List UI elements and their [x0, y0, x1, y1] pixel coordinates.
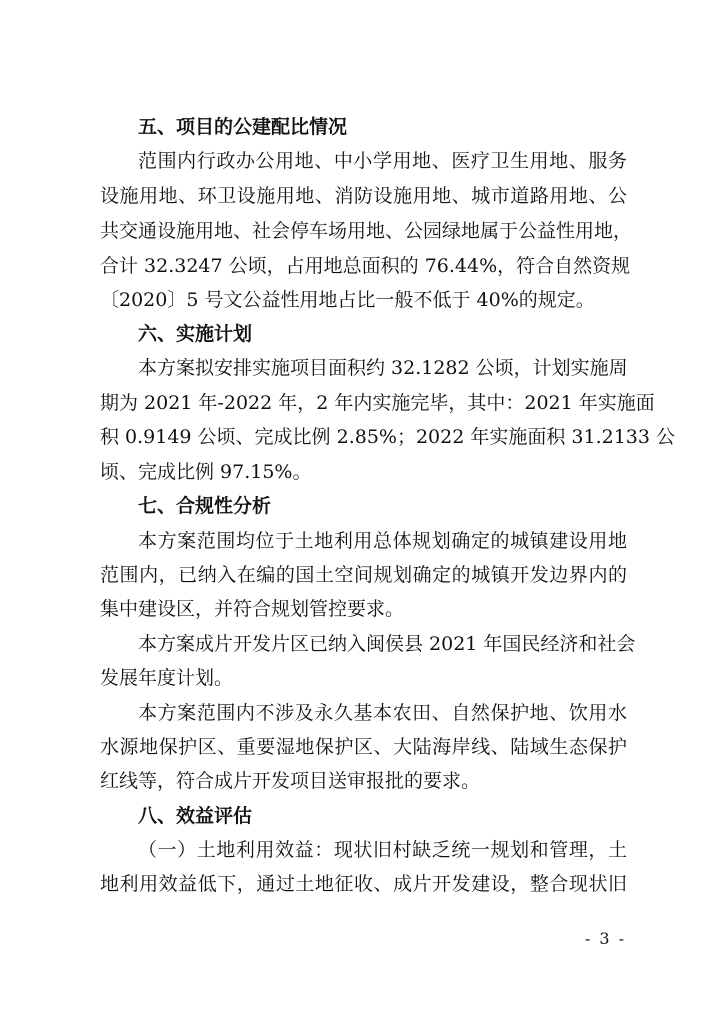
text-line: 〔2020〕5 号文公益性用地占比一般不低于 40%的规定。 [100, 289, 595, 311]
text-line: 水源地保护区、重要湿地保护区、大陆海岸线、陆域生态保护 [100, 736, 627, 758]
text-line: 积 0.9149 公顷、完成比例 2.85%；2022 年实施面积 31.2133 公 [100, 426, 676, 448]
page-number: - 3 - [584, 929, 626, 948]
section-heading-7: 七、合规性分析 [138, 495, 272, 517]
text-line: 集中建设区，并符合规划管控要求。 [100, 598, 405, 620]
section-heading-6: 六、实施计划 [138, 323, 253, 345]
text-line: 地利用效益低下，通过土地征收、成片开发建设，整合现状旧 [100, 873, 627, 895]
text-line: 范围内行政办公用地、中小学用地、医疗卫生用地、服务 [138, 150, 627, 172]
text-line: 发展年度计划。 [100, 667, 234, 689]
text-line: 红线等，符合成片开发项目送审报批的要求。 [100, 770, 481, 792]
section-heading-5: 五、项目的公建配比情况 [138, 116, 348, 138]
text-line: 共交通设施用地、社会停车场用地、公园绿地属于公益性用地， [100, 220, 633, 242]
text-line: 本方案范围均位于土地利用总体规划确定的城镇建设用地 [138, 530, 627, 552]
text-line: 合计 32.3247 公顷，占用地总面积的 76.44%，符合自然资规 [100, 255, 631, 277]
text-line: 期为 2021 年-2022 年，2 年内实施完毕，其中：2021 年实施面 [100, 392, 655, 414]
text-line: 设施用地、环卫设施用地、消防设施用地、城市道路用地、公 [100, 185, 627, 207]
text-line: 范围内，已纳入在编的国土空间规划确定的城镇开发边界内的 [100, 564, 627, 586]
text-line: （一）土地利用效益：现状旧村缺乏统一规划和管理，土 [138, 839, 627, 861]
text-line: 本方案成片开发片区已纳入闽侯县 2021 年国民经济和社会 [138, 633, 636, 655]
text-line: 本方案范围内不涉及永久基本农田、自然保护地、饮用水 [138, 702, 627, 724]
section-heading-8: 八、效益评估 [138, 805, 253, 827]
text-line: 本方案拟安排实施项目面积约 32.1282 公顷，计划实施周 [138, 357, 628, 379]
text-line: 顷、完成比例 97.15%。 [100, 461, 312, 483]
